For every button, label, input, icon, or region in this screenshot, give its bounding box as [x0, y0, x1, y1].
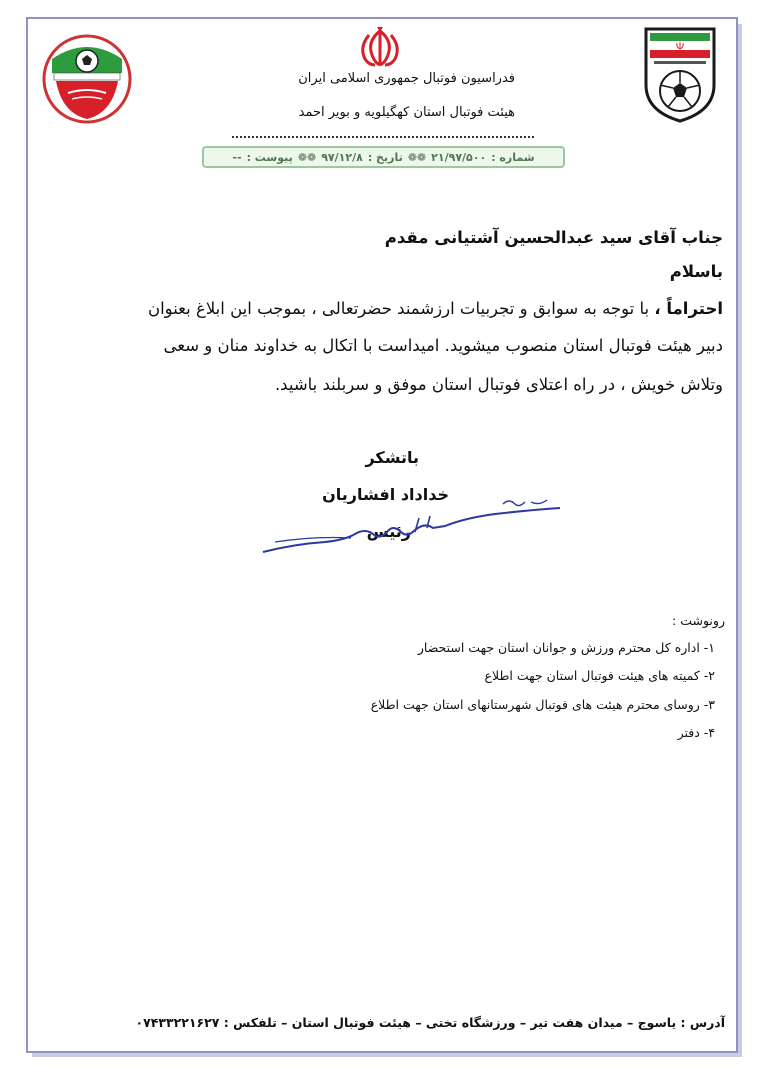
separator: ❁❁ — [407, 150, 427, 164]
signature-title: رئیس — [366, 522, 411, 541]
body-line-1 — [43, 294, 723, 324]
body-line-2: دبیر هیئت فوتبال استان منصوب میشوید. امیداست با اتکال به خداوند منان و سعی — [163, 336, 723, 355]
separator: ❁❁ — [297, 150, 317, 164]
attachment-label: پیوست : — [246, 150, 293, 164]
number-label: شماره : — [491, 150, 535, 164]
page-shadow-right — [738, 24, 742, 1056]
cc-item: ۳- روسای محترم هیئت های فوتبال شهرستانهای استان جهت اطلاع — [370, 697, 715, 712]
cc-item: ۲- کمیته های هیئت فوتبال استان جهت اطلاع — [484, 668, 715, 683]
page-shadow-bottom — [32, 1053, 742, 1057]
header-federation: فدراسیون فوتبال جمهوری اسلامی ایران — [298, 71, 515, 86]
number-value: ۲۱/۹۷/۵۰۰ — [431, 150, 487, 164]
kohgiluyeh-football-board-logo-icon — [42, 33, 132, 125]
cc-item: ۱- اداره کل محترم ورزش و جوانان استان جهت استحضار — [417, 640, 715, 655]
greeting: باسلام — [669, 262, 723, 281]
cc-heading: رونوشت : — [672, 613, 725, 628]
header-province-board: هیئت فوتبال استان کهگیلویه و بویر احمد — [298, 105, 515, 120]
body-lead: احتراماً ، — [654, 299, 723, 318]
handwritten-signature-icon — [255, 492, 565, 562]
body-line-1-text: با توجه به سوابق و تجربیات ارزشمند حضرتعالی ، بموجب این ابلاغ بعنوان — [147, 299, 655, 318]
cc-item: ۴- دفتر — [677, 725, 715, 740]
signature-closing: باتشکر — [365, 448, 419, 467]
body-line-3: وتلاش خویش ، در راه اعتلای فوتبال استان موفق و سربلند باشید. — [274, 375, 723, 394]
iran-emblem-icon — [357, 25, 403, 69]
attachment-value: -- — [232, 150, 242, 164]
signature-name: خداداد افشاریان — [322, 485, 449, 504]
footer-address: آدرس : یاسوج – میدان هفت تیر – ورزشگاه تختی – هیئت فوتبال استان – تلفکس : ۰۷۴۳۳۲۲۱۶۲۷ — [135, 1015, 725, 1030]
date-label: تاریخ : — [367, 150, 403, 164]
recipient: جناب آقای سید عبدالحسین آشتیانی مقدم — [384, 228, 723, 247]
reference-bar — [202, 146, 565, 168]
date-value: ۹۷/۱۲/۸ — [321, 150, 363, 164]
header-dotted-divider — [232, 136, 534, 138]
iran-football-federation-logo-icon — [642, 25, 718, 123]
